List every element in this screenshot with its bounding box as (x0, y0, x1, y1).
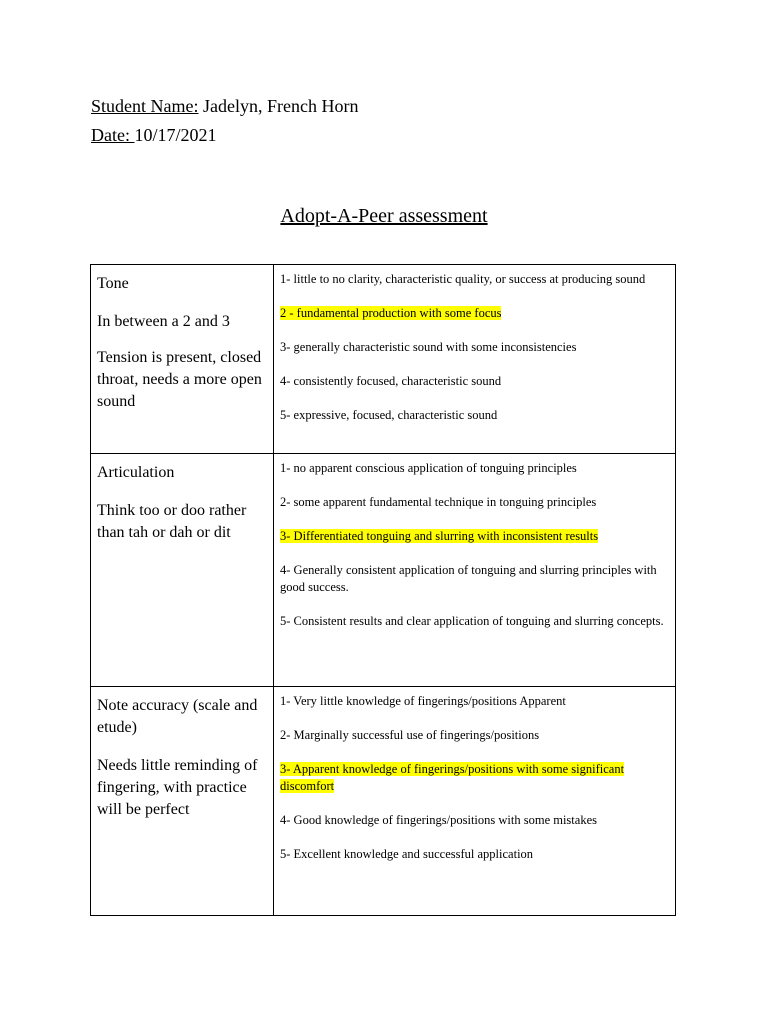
criteria-list (280, 693, 669, 863)
criterion-item (280, 271, 669, 288)
category-name: Articulation (97, 464, 175, 481)
criterion-item (280, 613, 669, 630)
criterion-item (280, 305, 669, 322)
student-name-label: Student Name: (91, 96, 199, 116)
criteria-cell (274, 265, 676, 454)
criterion-text: 2- some apparent fundamental technique in tonguing principles (280, 495, 597, 509)
criteria-cell (274, 454, 676, 687)
page-title (0, 204, 768, 228)
criterion-text: 4- Good knowledge of fingerings/positions with some mistakes (280, 813, 597, 827)
criterion-text: 5- Excellent knowledge and successful application (280, 847, 534, 861)
criteria-cell (274, 687, 676, 916)
category-cell (91, 687, 274, 916)
criterion-text-highlighted: 3- Differentiated tonguing and slurring with inconsistent results (280, 529, 599, 543)
criterion-item (280, 761, 669, 795)
category-cell (91, 265, 274, 454)
date-label: Date: (91, 125, 135, 145)
criterion-text: 2- Marginally successful use of fingerings/positions (280, 728, 540, 742)
category-note: Needs little reminding of fingering, with practice will be perfect (97, 757, 258, 818)
table-row (91, 454, 676, 687)
criterion-item (280, 846, 669, 863)
criterion-text: 4- consistently focused, characteristic sound (280, 374, 502, 388)
criterion-item (280, 727, 669, 744)
page-title-text: Adopt-A-Peer assessment (280, 205, 488, 227)
criterion-item (280, 494, 669, 511)
criterion-item (280, 562, 669, 596)
category-note: In between a 2 and 3 (97, 313, 230, 330)
date-value: 10/17/2021 (134, 125, 217, 145)
criterion-item (280, 812, 669, 829)
criteria-list (280, 460, 669, 630)
criterion-text-highlighted: 2 - fundamental production with some focus (280, 306, 502, 320)
student-name-value: Jadelyn, French Horn (198, 96, 359, 116)
category-name: Note accuracy (scale and etude) (97, 697, 258, 736)
criterion-item (280, 339, 669, 356)
student-name-line (91, 95, 358, 117)
assessment-table (90, 264, 676, 916)
date-line (91, 124, 217, 146)
criterion-text-highlighted: 3- Apparent knowledge of fingerings/positions with some significant discomfort (280, 762, 625, 793)
criterion-text: 1- little to no clarity, characteristic quality, or success at producing sound (280, 272, 646, 286)
criterion-item (280, 373, 669, 390)
criteria-list (280, 271, 669, 424)
criterion-text: 5- expressive, focused, characteristic sound (280, 408, 498, 422)
table-row (91, 265, 676, 454)
criterion-item (280, 407, 669, 424)
criterion-item (280, 528, 669, 545)
criterion-item (280, 460, 669, 477)
criterion-text: 3- generally characteristic sound with some inconsistencies (280, 340, 577, 354)
criterion-text: 1- no apparent conscious application of tonguing principles (280, 461, 577, 475)
criterion-text: 4- Generally consistent application of tonguing and slurring principles with good success. (280, 563, 657, 594)
table-row (91, 687, 676, 916)
category-note: Tension is present, closed throat, needs a more open sound (97, 349, 262, 410)
criterion-text: 5- Consistent results and clear application of tonguing and slurring concepts. (280, 614, 664, 628)
category-cell (91, 454, 274, 687)
criterion-text: 1- Very little knowledge of fingerings/positions Apparent (280, 694, 566, 708)
criterion-item (280, 693, 669, 710)
category-name: Tone (97, 275, 129, 292)
category-note: Think too or doo rather than tah or dah or dit (97, 502, 247, 541)
